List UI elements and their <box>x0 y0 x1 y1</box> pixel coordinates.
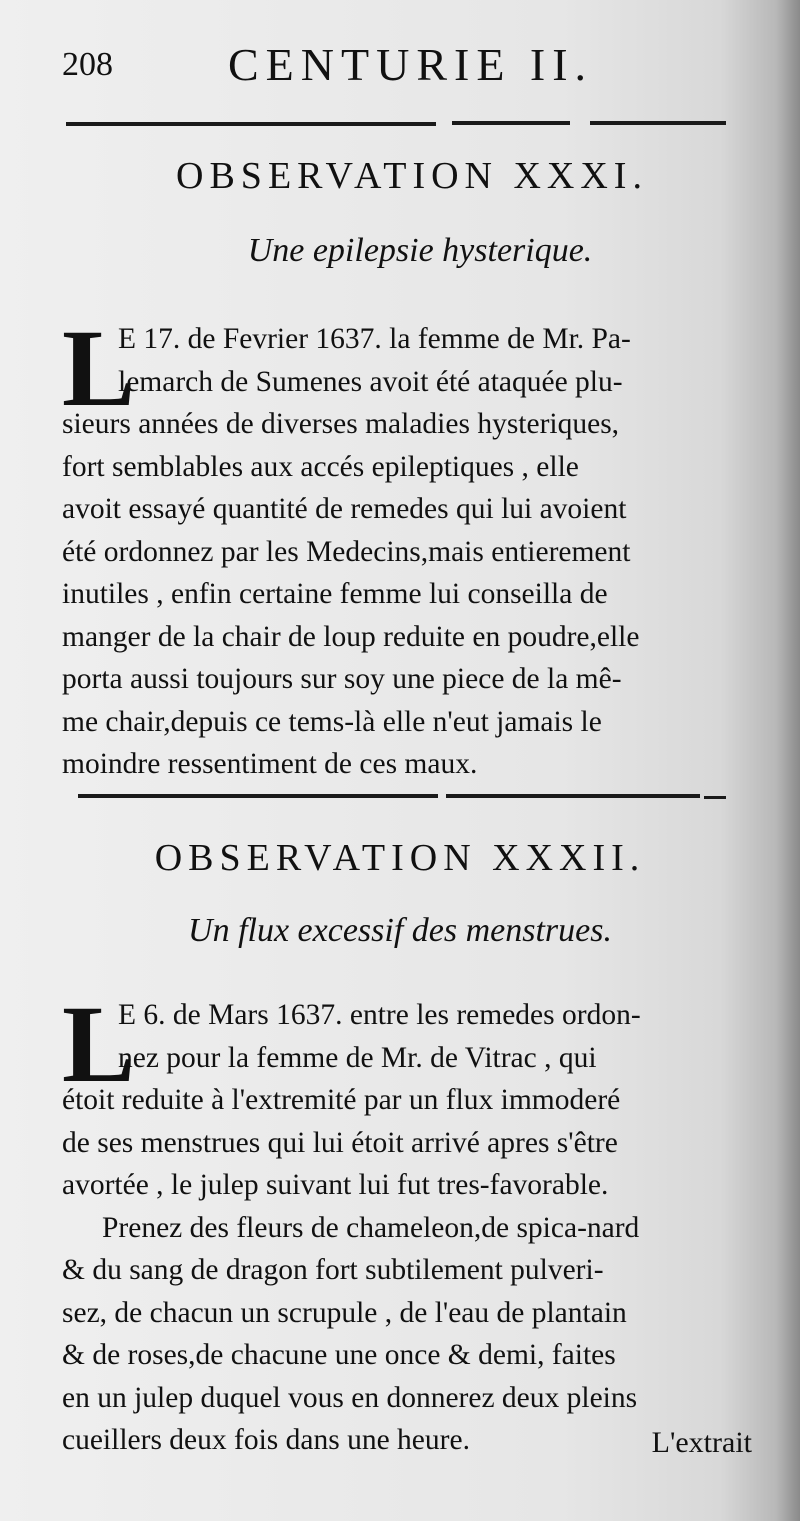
text-line: nez pour la femme de Mr. de Vitrac , qui <box>118 1041 597 1074</box>
text-line: sez, de chacun un scrupule , de l'eau de plantain <box>62 1296 627 1329</box>
observation-32-drop-cap: L <box>62 983 136 1105</box>
observation-32-text <box>62 983 752 1462</box>
text-line: manger de la chair de loup reduite en poudre,elle <box>62 620 640 653</box>
section-rule-left <box>78 794 438 798</box>
text-line: avortée , le julep suivant lui fut tres-favorable. <box>62 1169 609 1201</box>
header-rule-mid <box>452 121 570 125</box>
text-line: en un julep duquel vous en donnerez deux pleins <box>62 1381 638 1414</box>
text-line: étoit reduite à l'extremité par un flux immoderé <box>62 1084 621 1116</box>
text-line: fort semblables aux accés epileptiques , elle <box>62 450 579 483</box>
text-line: & du sang de dragon fort subtilement pulveri- <box>62 1254 604 1286</box>
text-line: sieurs années de diverses maladies hysteriques, <box>62 408 620 440</box>
text-line: Prenez des fleurs de chameleon,de spica-nard <box>102 1211 640 1244</box>
text-line: lemarch de Sumenes avoit été ataquée plu- <box>118 365 623 398</box>
text-line: inutiles , enfin certaine femme lui conseilla de <box>62 578 608 610</box>
observation-31-drop-cap: L <box>62 307 136 429</box>
header-rule-left <box>66 122 436 126</box>
text-line: moindre ressentiment de ces maux. <box>62 748 478 780</box>
text-line: E 6. de Mars 1637. entre les remedes ordon- <box>118 999 641 1031</box>
text-line: E 17. de Fevrier 1637. la femme de Mr. Pa- <box>118 323 631 355</box>
section-rule-end <box>704 796 726 799</box>
observation-31-title: OBSERVATION XXXI. <box>176 155 648 197</box>
text-line: avoit essayé quantité de remedes qui lui avoient <box>62 493 627 525</box>
catchword: L'extrait <box>651 1426 752 1459</box>
header-rule-right <box>590 121 726 125</box>
text-line: porta aussi toujours sur soy une piece de la mê- <box>62 663 622 695</box>
text-line: me chair,depuis ce tems-là elle n'eut jamais le <box>62 705 602 738</box>
text-line: & de roses,de chacune une once & demi, faites <box>62 1339 616 1371</box>
observation-32-subtitle: Un flux excessif des menstrues. <box>188 912 612 949</box>
page-number: 208 <box>62 46 113 83</box>
text-line: de ses menstrues qui lui étoit arrivé apres s'être <box>62 1126 618 1159</box>
observation-31-text <box>62 307 752 786</box>
observation-31-subtitle: Une epilepsie hysterique. <box>247 232 593 269</box>
running-title: CENTURIE II. <box>228 39 594 90</box>
observation-32-title: OBSERVATION XXXII. <box>154 837 646 879</box>
section-rule-right <box>446 794 700 798</box>
text-line: été ordonnez par les Medecins,mais entierement <box>62 535 631 568</box>
text-line: cueillers deux fois dans une heure. <box>62 1424 470 1456</box>
page-header <box>62 38 642 88</box>
